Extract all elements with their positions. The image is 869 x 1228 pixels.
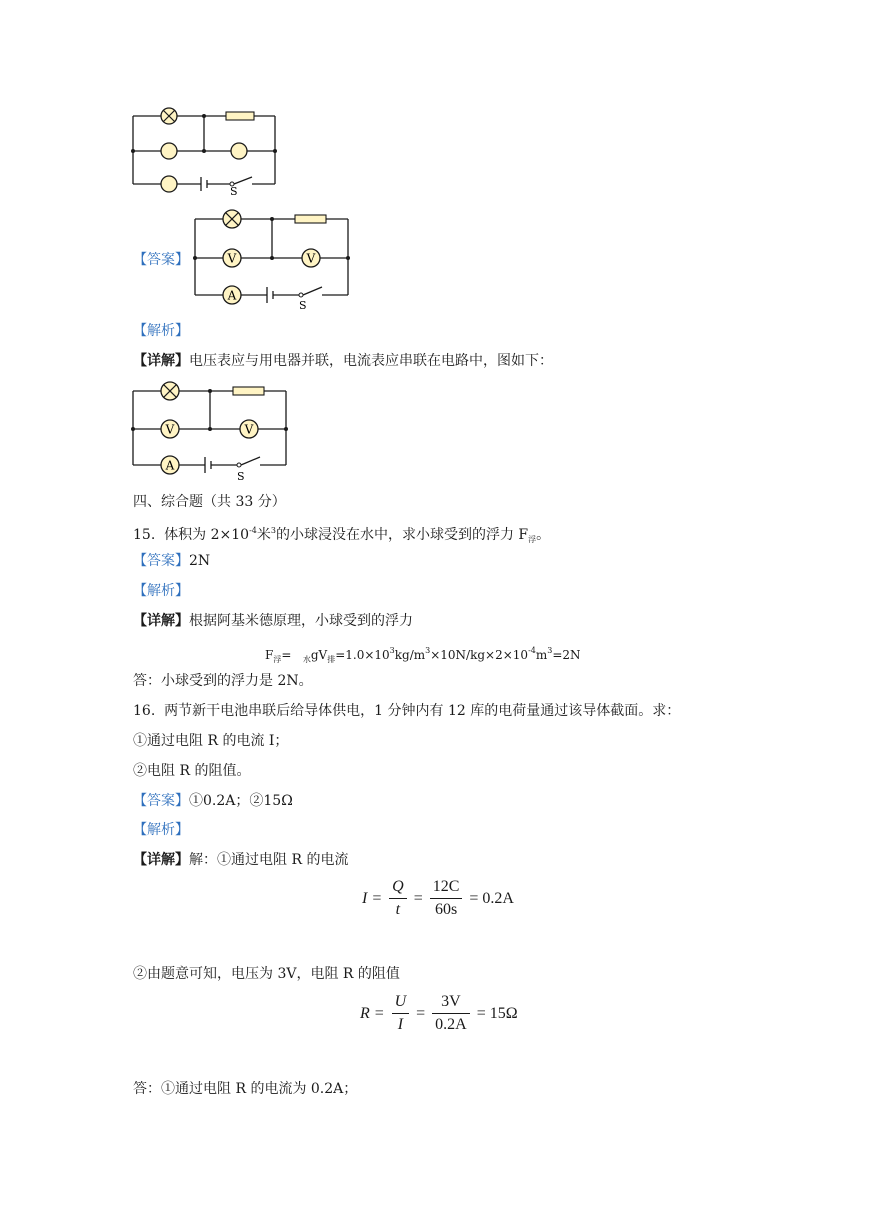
formula-part: = xyxy=(281,648,292,662)
detail-tag: 【详解】 xyxy=(133,852,189,868)
resistance-equation xyxy=(360,993,518,1034)
formula-part: ×10N/kg×2×10 xyxy=(430,648,529,662)
switch-label: S xyxy=(237,470,245,483)
detail-text: 根据阿基米德原理，小球受到的浮力 xyxy=(189,613,413,629)
sub-question-2: ②电阻 R 的阻值。 xyxy=(133,763,251,779)
question-number: 16. xyxy=(133,703,156,719)
formula-part: gV xyxy=(310,648,328,662)
detail-line xyxy=(133,352,553,370)
numerator: Q xyxy=(389,878,407,899)
formula-subscript: 浮 xyxy=(273,655,282,664)
analysis-tag: 【解析】 xyxy=(133,822,189,838)
answer-line xyxy=(133,552,210,570)
answer-value: ①0.2A；②15Ω xyxy=(189,793,293,809)
formula-exponent: 3 xyxy=(547,646,553,655)
detail-line xyxy=(133,851,348,869)
voltmeter-label: V xyxy=(227,251,237,266)
numerator: 3V xyxy=(432,993,470,1014)
buoyancy-formula xyxy=(265,643,581,668)
fraction xyxy=(430,878,463,919)
subscript: 浮 xyxy=(528,535,537,544)
formula-exponent: 3 xyxy=(389,646,395,655)
question-text: 的小球浸没在水中，求小球受到的浮力 F xyxy=(275,527,529,543)
fraction xyxy=(392,993,410,1034)
switch-label: S xyxy=(230,185,238,196)
detail-text: 电压表应与用电器并联，电流表应串联在电路中，图如下： xyxy=(189,353,553,369)
denominator: t xyxy=(395,901,401,918)
answer-tag: 【答案】 xyxy=(133,252,189,268)
sub-question-1: ①通过电阻 R 的电流 I； xyxy=(133,733,289,749)
question-text: 米 xyxy=(256,527,271,543)
formula-part: kg/m xyxy=(394,648,426,662)
formula-exponent: 3 xyxy=(425,646,431,655)
formula-part: =1.0×10 xyxy=(335,648,390,662)
detail-text: 解：①通过电阻 R 的电流 xyxy=(189,852,349,868)
voltmeter-label: V xyxy=(244,422,254,437)
conclusion: 答：小球受到的浮力是 2N。 xyxy=(133,673,313,689)
detail-line xyxy=(133,612,413,630)
detail-tag: 【详解】 xyxy=(133,353,189,369)
exponent: 3 xyxy=(270,526,276,535)
denominator: I xyxy=(397,1016,404,1033)
equation-lhs: I = xyxy=(362,889,383,907)
equation-result: = 15Ω xyxy=(476,1004,518,1022)
question-15 xyxy=(133,522,550,549)
formula-part: m xyxy=(535,648,548,662)
question-16 xyxy=(133,702,680,720)
circuit-diagram-answer xyxy=(190,208,352,312)
fraction xyxy=(389,878,407,919)
conclusion: 答：①通过电阻 R 的电流为 0.2A； xyxy=(133,1081,358,1097)
exponent: -4 xyxy=(249,526,257,535)
formula-part: F xyxy=(265,648,274,662)
analysis-tag: 【解析】 xyxy=(133,323,189,339)
denominator: 0.2A xyxy=(435,1016,467,1033)
section-title: 四、综合题（共 33 分） xyxy=(133,494,286,510)
equals-sign: = xyxy=(413,889,423,907)
formula-exponent: -4 xyxy=(528,646,536,655)
ammeter-label: A xyxy=(227,288,237,303)
formula-subscript: 水 xyxy=(302,655,311,664)
equals-sign: = xyxy=(416,1004,426,1022)
switch-label: S xyxy=(299,299,307,312)
circuit-diagram-detail xyxy=(128,380,290,484)
numerator: 12C xyxy=(430,878,463,899)
question-text: 。 xyxy=(536,527,551,543)
equation-lhs: R = xyxy=(360,1004,385,1022)
fraction xyxy=(432,993,470,1034)
question-text: 两节新干电池串联后给导体供电，1 分钟内有 12 库的电荷量通过该导体截面。求： xyxy=(164,703,681,719)
denominator: 60s xyxy=(434,901,458,918)
formula-part: =2N xyxy=(552,648,581,662)
current-equation xyxy=(362,878,514,919)
equation-result: = 0.2A xyxy=(469,889,514,907)
answer-tag: 【答案】 xyxy=(133,793,189,809)
voltmeter-label: V xyxy=(306,251,316,266)
detail-tag: 【详解】 xyxy=(133,613,189,629)
answer-tag: 【答案】 xyxy=(133,553,189,569)
answer-value: 2N xyxy=(189,553,211,569)
ammeter-label: A xyxy=(165,458,175,473)
analysis-tag: 【解析】 xyxy=(133,583,189,599)
numerator: U xyxy=(392,993,410,1014)
formula-subscript: 排 xyxy=(327,655,336,664)
step-2: ②由题意可知，电压为 3V，电阻 R 的阻值 xyxy=(133,966,400,982)
voltmeter-label: V xyxy=(165,422,175,437)
answer-line xyxy=(133,792,293,810)
circuit-diagram-blank xyxy=(128,104,288,196)
question-text: 体积为 2×10 xyxy=(164,527,250,543)
question-number: 15. xyxy=(133,527,156,543)
